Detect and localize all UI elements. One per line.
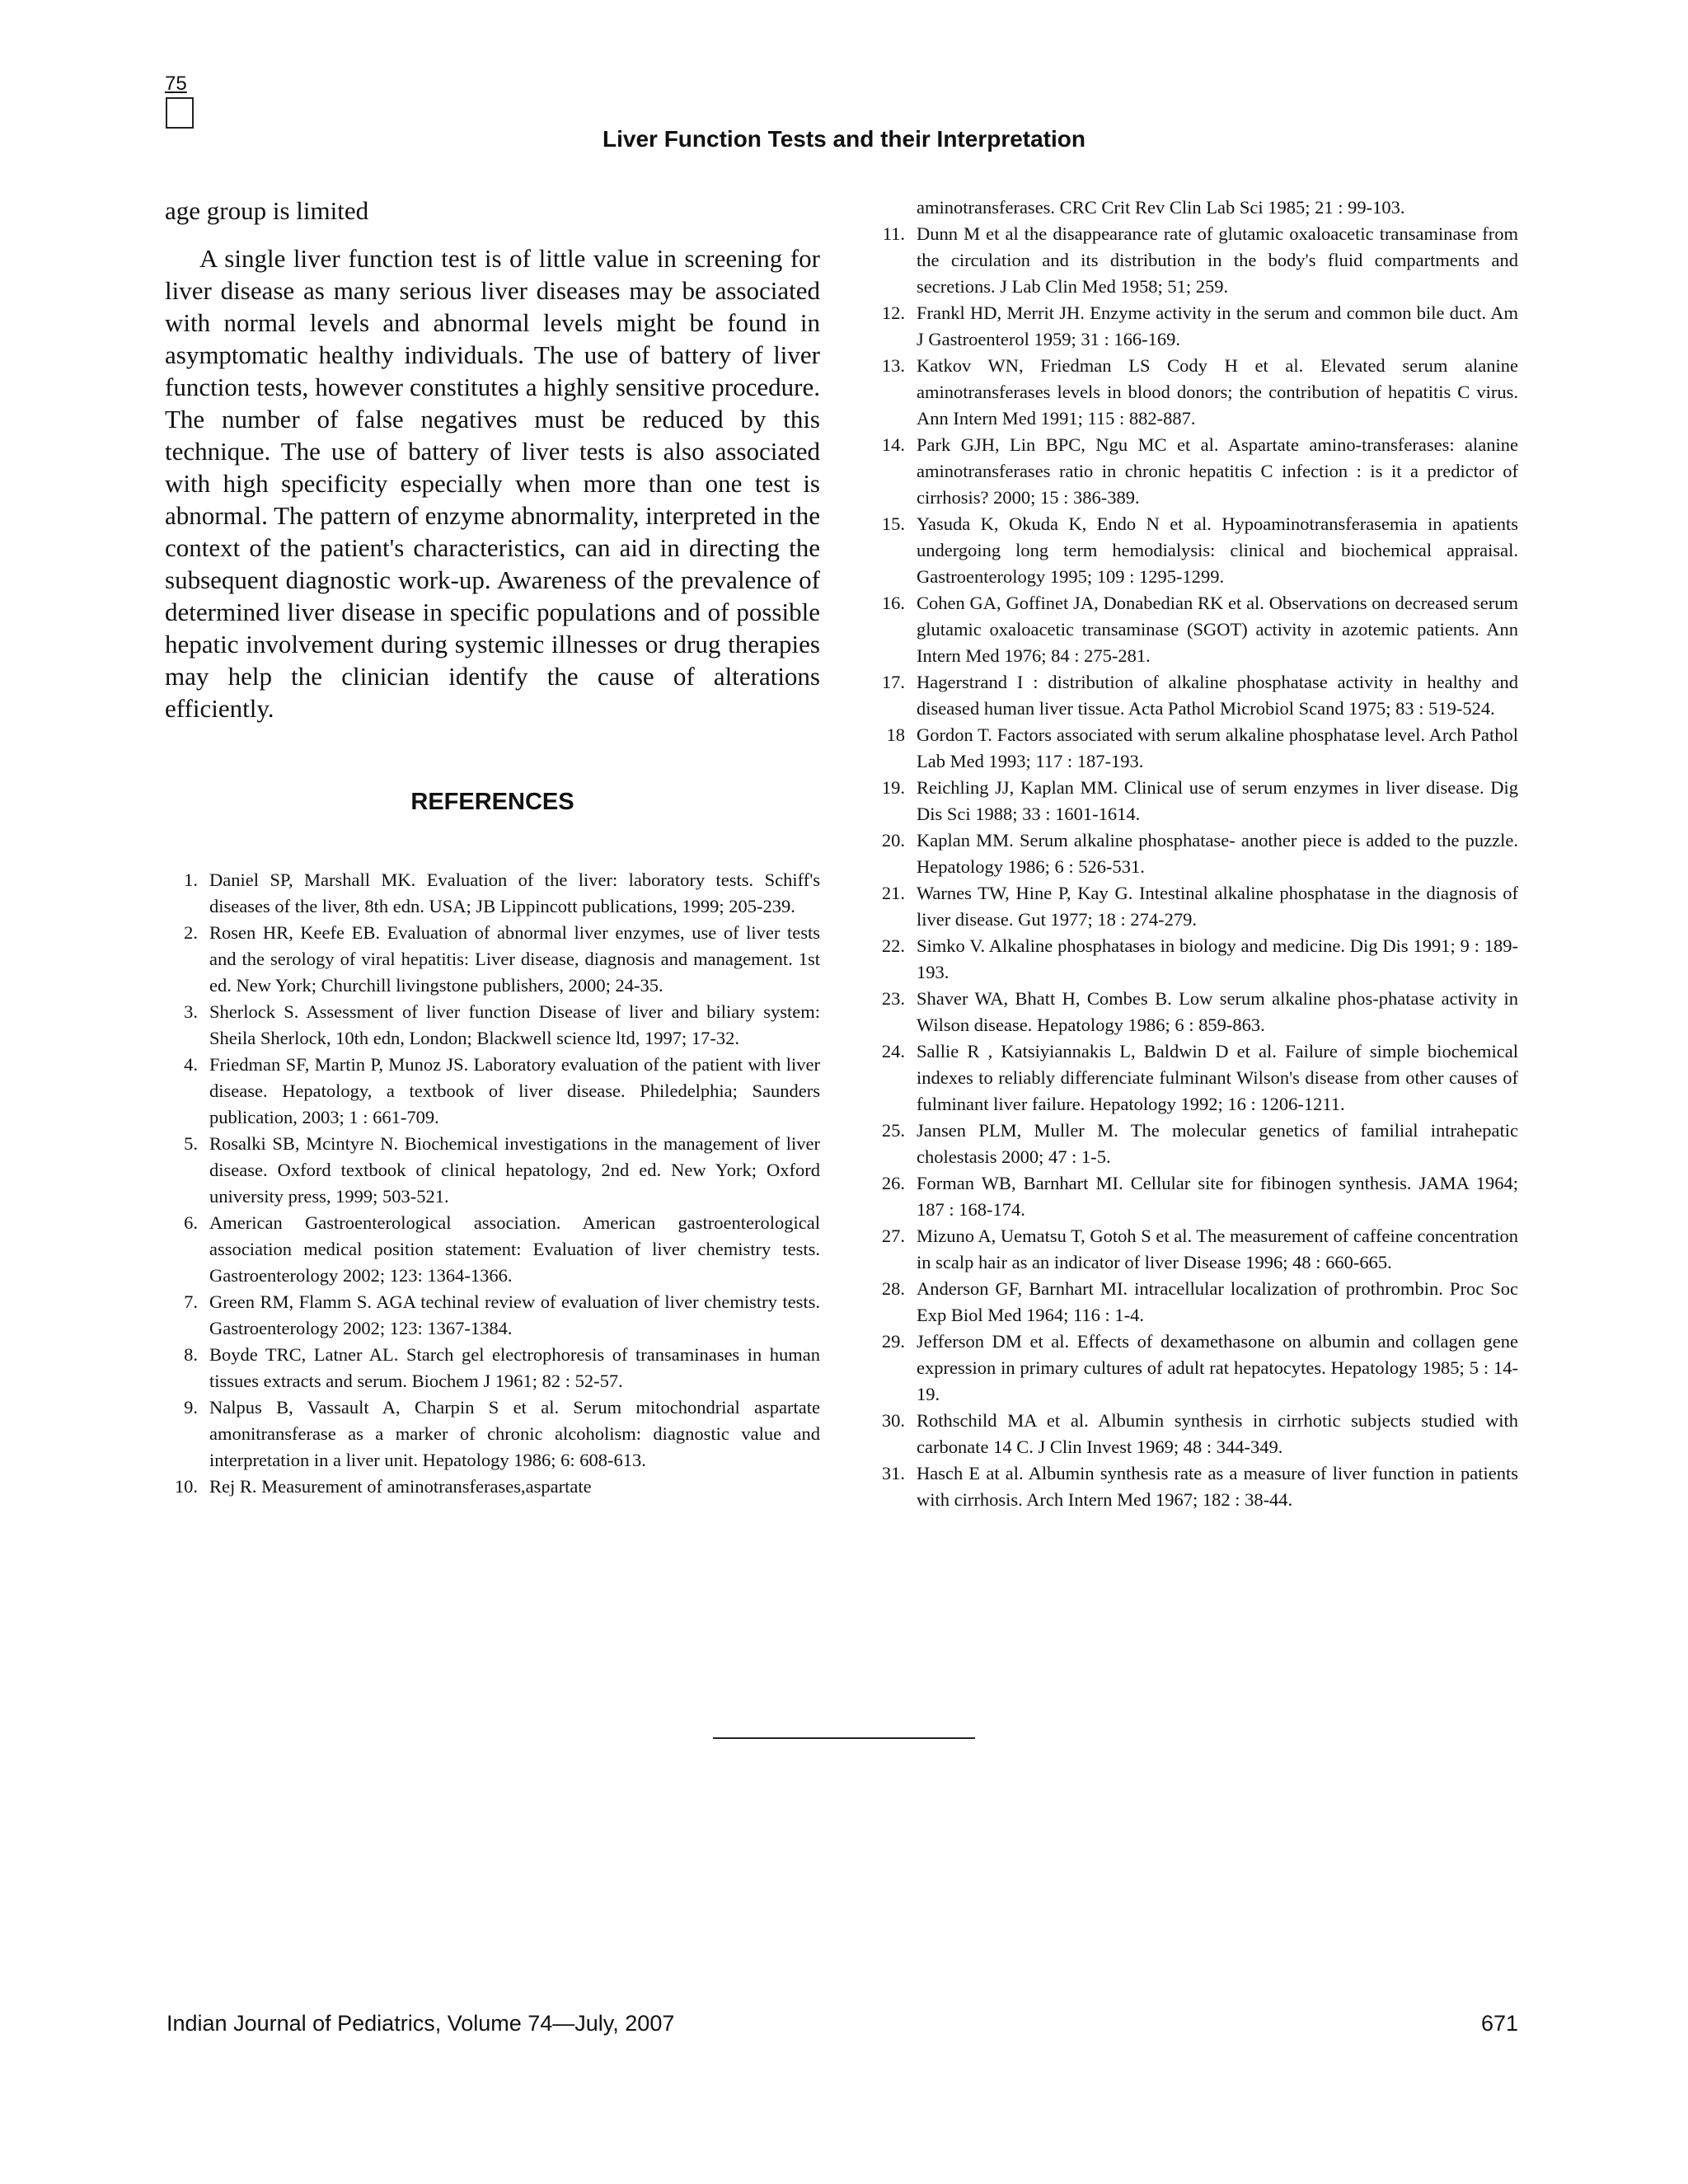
reference-text: Mizuno A, Uematsu T, Gotoh S et al. The measurement of caffeine concentration in scalp hair as an indicator of liver Disease 1996; 48 : 660-665. [917,1226,1518,1272]
reference-text: Kaplan MM. Serum alkaline phosphatase- another piece is added to the puzzle. Hepatology 1986; 6 : 526-531. [917,830,1518,877]
reference-text: Rothschild MA et al. Albumin synthesis in cirrhotic subjects studied with carbonate 14 C. J Clin Invest 1969; 48 : 344-349. [917,1410,1518,1457]
reference-text: Rej R. Measurement of aminotransferases,aspartate [209,1476,592,1497]
body-paragraph: A single liver function test is of little value in screening for liver disease as many serious liver diseases may be associated with normal levels and abnormal levels might be found in asymptomatic healthy individuals. The use of battery of liver function tests, however constitutes a highly sensitive procedure. The number of false negatives must be reduced by this technique. The use of battery of liver tests is also associated with high specificity especially when more than one test is abnormal. The pattern of enzyme abnormality, interpreted in the context of the patient's characteristics, can aid in directing the subsequent diagnostic work-up. Awareness of the prevalence of determined liver disease in specific populations and of possible hepatic involvement during systemic illnesses or drug therapies may help the clinician identify the cause of alterations efficiently. [165,244,820,723]
reference-text: Frankl HD, Merrit JH. Enzyme activity in the serum and common bile duct. Am J Gastroenterol 1959; 31 : 166-169. [917,302,1518,349]
footer-page-number: 671 [1480,2011,1518,2036]
reference-number: 5. [184,1133,198,1154]
reference-item [865,1460,1518,1513]
reference-number: 6. [184,1212,198,1233]
reference-item [865,1118,1518,1170]
reference-text: Hagerstrand I : distribution of alkaline phosphatase activity in healthy and diseased human liver tissue. Acta Pathol Microbiol Scand 1975; 83 : 519-524. [917,672,1518,719]
reference-item [165,920,820,999]
end-rule [713,1737,975,1739]
reference-number: 24. [881,1041,905,1062]
page-marker-box [166,97,194,129]
reference-number: 1. [184,869,198,890]
right-column [865,194,1518,1513]
reference-number: 27. [881,1226,905,1246]
reference-item [865,775,1518,827]
continued-text: age group is limited [165,196,369,225]
reference-text: Gordon T. Factors associated with serum alkaline phosphatase level. Arch Pathol Lab Med 1993; 117 : 187-193. [917,724,1518,771]
reference-number: 9. [184,1397,198,1418]
reference-item [165,1394,820,1474]
reference-item [865,1170,1518,1223]
reference-text: Green RM, Flamm S. AGA techinal review of evaluation of liver chemistry tests. Gastroenterology 2002; 123: 1367-1384. [209,1291,820,1338]
reference-number: 22. [881,935,905,956]
reference-item [165,1131,820,1210]
reference-text: Boyde TRC, Latner AL. Starch gel electrophoresis of transaminases in human tissues extracts and serum. Biochem J 1961; 82 : 52-57. [209,1344,820,1391]
reference-number: 26. [881,1173,905,1193]
reference-text: Anderson GF, Barnhart MI. intracellular localization of prothrombin. Proc Soc Exp Biol Med 1964; 116 : 1-4. [917,1278,1518,1325]
reference-text: Jansen PLM, Muller M. The molecular genetics of familial intrahepatic cholestasis 2000; 47 : 1-5. [917,1120,1518,1167]
reference-number: 29. [881,1331,905,1352]
reference-continuation [865,194,1518,221]
reference-number: 12. [881,302,905,323]
reference-item [865,1223,1518,1276]
reference-text: aminotransferases. CRC Crit Rev Clin Lab Sci 1985; 21 : 99-103. [917,197,1405,218]
reference-number: 3. [184,1001,198,1022]
references-list-left [165,867,820,1500]
reference-text: Shaver WA, Bhatt H, Combes B. Low serum alkaline phos-phatase activity in Wilson disease. Hepatology 1986; 6 : 859-863. [917,988,1518,1035]
reference-number: 31. [881,1463,905,1483]
reference-number: 8. [184,1344,198,1365]
reference-number: 20. [881,830,905,851]
reference-text: Friedman SF, Martin P, Munoz JS. Laboratory evaluation of the patient with liver disease. Hepatology, a textbook of liver disease. Philedelphia; Saunders publication, 2003; 1 : 661-709. [209,1054,820,1127]
reference-number: 4. [184,1054,198,1075]
reference-item [165,1474,820,1500]
reference-item [865,432,1518,511]
reference-item [165,999,820,1052]
reference-text: Rosen HR, Keefe EB. Evaluation of abnormal liver enzymes, use of liver tests and the serology of viral hepatitis: Liver disease, diagnosis and management. 1st ed. New York; Churchill livingstone publishers, 2000; 24-35. [209,922,820,996]
reference-text: Jefferson DM et al. Effects of dexamethasone on albumin and collagen gene expression in primary cultures of adult rat hepatocytes. Hepatology 1985; 5 : 14-19. [917,1331,1518,1404]
reference-text: Warnes TW, Hine P, Kay G. Intestinal alkaline phosphatase in the diagnosis of liver disease. Gut 1977; 18 : 274-279. [917,883,1518,930]
reference-item [865,511,1518,590]
reference-number: 2. [184,922,198,943]
running-title: Liver Function Tests and their Interpretation [603,126,1085,152]
reference-item [865,933,1518,986]
reference-item [865,590,1518,669]
reference-text: Forman WB, Barnhart MI. Cellular site for fibinogen synthesis. JAMA 1964; 187 : 168-174. [917,1173,1518,1220]
reference-item [165,1052,820,1131]
reference-text: Simko V. Alkaline phosphatases in biology and medicine. Dig Dis 1991; 9 : 189-193. [917,935,1518,982]
reference-item [865,827,1518,880]
reference-text: Daniel SP, Marshall MK. Evaluation of the liver: laboratory tests. Schiff's diseases of the liver, 8th edn. USA; JB Lippincott publications, 1999; 205-239. [209,869,820,916]
reference-item [165,1289,820,1342]
reference-item [865,1276,1518,1329]
reference-number: 14. [881,434,905,455]
reference-number: 16. [881,593,905,613]
reference-number: 17. [881,672,905,692]
reference-number: 15. [881,513,905,534]
reference-number: 19. [881,777,905,798]
reference-text: Reichling JJ, Kaplan MM. Clinical use of serum enzymes in liver disease. Dig Dis Sci 1988; 33 : 1601-1614. [917,777,1518,824]
left-column [165,194,820,1500]
references-list-right [865,221,1518,1513]
reference-item [165,867,820,920]
reference-text: Hasch E at al. Albumin synthesis rate as a measure of liver function in patients with cirrhosis. Arch Intern Med 1967; 182 : 38-44. [917,1463,1518,1510]
reference-item [865,669,1518,722]
reference-text: Sherlock S. Assessment of liver function Disease of liver and biliary system: Sheila Sherlock, 10th edn, London; Blackwell science ltd, 1997; 17-32. [209,1001,820,1048]
reference-text: Katkov WN, Friedman LS Cody H et al. Elevated serum alanine aminotransferases levels in blood donors; the contribution of hepatitis C virus. Ann Intern Med 1991; 115 : 882-887. [917,355,1518,429]
reference-item [865,880,1518,933]
reference-item [865,221,1518,300]
reference-item [165,1342,820,1394]
top-page-number: 75 [165,73,187,95]
references-heading: REFERENCES [410,789,574,815]
reference-text: Cohen GA, Goffinet JA, Donabedian RK et al. Observations on decreased serum glutamic oxaloacetic transaminase (SGOT) activity in azotemic patients. Ann Intern Med 1976; 84 : 275-281. [917,593,1518,666]
reference-item [865,1408,1518,1460]
reference-text: American Gastroenterological association. American gastroenterological association medical position statement: Evaluation of liver chemistry tests. Gastroenterology 2002; 123: 1364-1366. [209,1212,820,1286]
reference-item [865,722,1518,775]
reference-text: Yasuda K, Okuda K, Endo N et al. Hypoaminotransferasemia in apatients undergoing long term hemodialysis: clinical and biochemical appraisal. Gastroenterology 1995; 109 : 1295-1299. [917,513,1518,587]
reference-number: 11. [882,223,905,244]
reference-item [865,353,1518,432]
reference-item [865,986,1518,1038]
reference-number: 13. [881,355,905,376]
reference-number: 21. [881,883,905,903]
reference-text: Rosalki SB, Mcintyre N. Biochemical investigations in the management of liver disease. Oxford textbook of clinical hepatology, 2nd ed. New York; Oxford university press, 1999; 503-521. [209,1133,820,1207]
reference-number: 30. [881,1410,905,1431]
reference-item [165,1210,820,1289]
reference-text: Nalpus B, Vassault A, Charpin S et al. Serum mitochondrial aspartate amonitransferase as a marker of chronic alcoholism: diagnostic value and interpretation in a liver unit. Hepatology 1986; 6: 608-613. [209,1397,820,1470]
footer-journal: Indian Journal of Pediatrics, Volume 74—July, 2007 [166,2011,675,2036]
reference-item [865,1329,1518,1408]
reference-number: 18 [886,724,905,745]
reference-number: 7. [184,1291,198,1312]
reference-text: Dunn M et al the disappearance rate of glutamic oxaloacetic transaminase from the circulation and its distribution in the body's fluid compartments and secretions. J Lab Clin Med 1958; 51; 259. [917,223,1518,297]
reference-text: Park GJH, Lin BPC, Ngu MC et al. Aspartate amino-transferases: alanine aminotransferases ratio in chronic hepatitis C infection : is it a predictor of cirrhosis? 2000; 15 : 386-389. [917,434,1518,508]
reference-number: 28. [881,1278,905,1299]
reference-number: 23. [881,988,905,1009]
reference-item [865,1038,1518,1118]
reference-number: 25. [881,1120,905,1141]
reference-text: Sallie R , Katsiyiannakis L, Baldwin D et al. Failure of simple biochemical indexes to reliably differenciate fulminant Wilson's disease from other causes of fulminant liver failure. Hepatology 1992; 16 : 1206-1211. [917,1041,1518,1114]
reference-number: 10. [174,1476,198,1497]
reference-item [865,300,1518,353]
